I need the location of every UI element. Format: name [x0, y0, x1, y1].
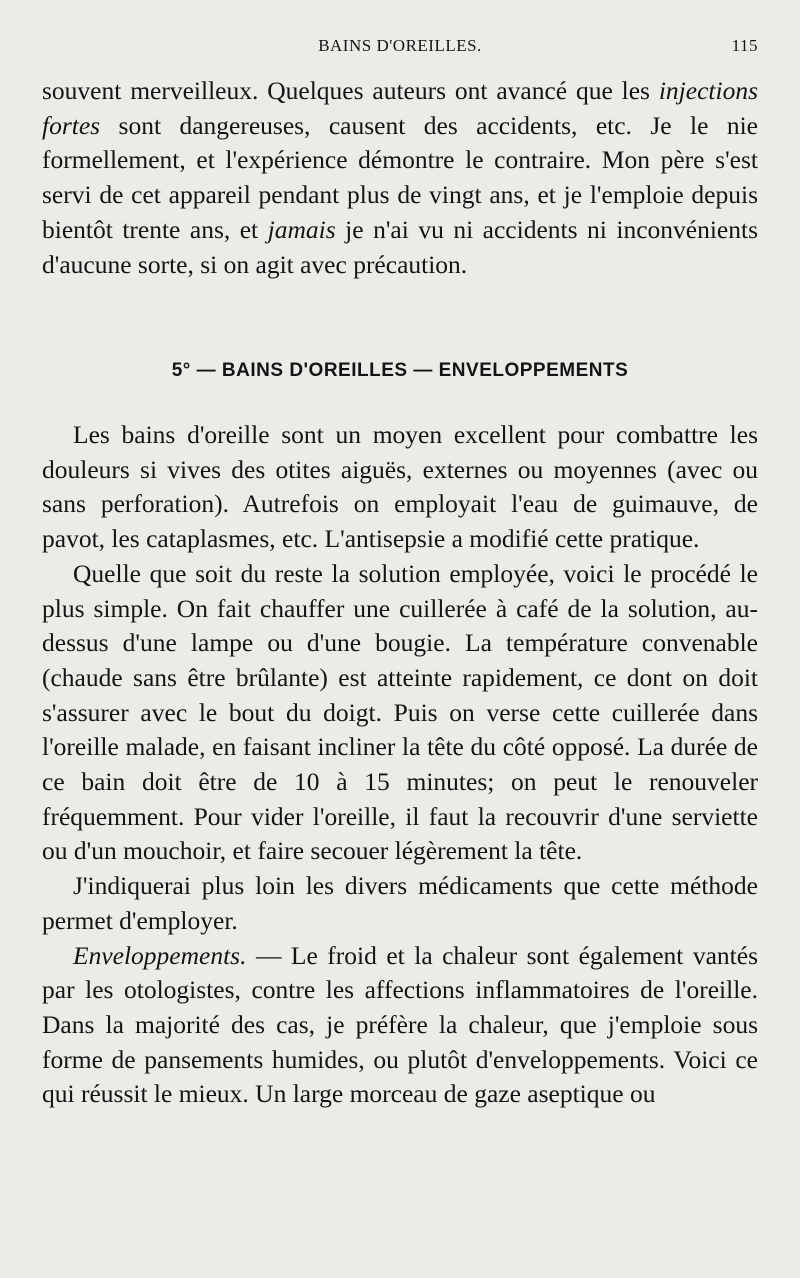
paragraph-enveloppements	[42, 939, 758, 1113]
intro-emphasis-1: injections fortes	[42, 76, 758, 140]
intro-text-part1: souvent merveilleux. Quelques auteurs ont avancé que les	[42, 76, 659, 105]
paragraph-bains: Les bains d'oreille sont un moyen excellent pour combattre les douleurs si vives des otites aiguës, externes ou moyennes (avec ou sans perforation). Autrefois on employait l'eau de guimauve, de pavot, les cataplasmes, etc. L'antisepsie a modifié cette pratique.	[42, 420, 758, 554]
running-title: BAINS D'OREILLES.	[318, 36, 482, 55]
section-text-block	[42, 418, 758, 1112]
running-head	[0, 36, 800, 60]
page-number: 115	[731, 36, 758, 55]
section-heading: 5° — BAINS D'OREILLES — ENVELOPPEMENTS	[171, 360, 629, 381]
paragraph-procede: Quelle que soit du reste la solution employée, voici le procédé le plus simple. On fait chauffer une cuillerée à café de la solution, au-dessus d'une lampe ou d'une bougie. La température convenable (chaude sans être brûlante) est atteinte rapidement, ce dont on doit s'assurer avec le bout du doigt. Puis on verse cette cuillerée dans l'oreille malade, en faisant incliner la tête du côté opposé. La durée de ce bain doit être de 10 à 15 minutes; on peut le renouveler fréquemment. Pour vider l'oreille, il faut la recouvrir d'une serviette ou d'un mouchoir, et faire secouer légèrement la tête.	[42, 558, 758, 866]
intro-text-part3: je n'ai vu ni accidents ni inconvénients d'aucune sorte, si on agit avec précaution.	[42, 214, 758, 279]
paragraph-medicaments: J'indiquerai plus loin les divers médicaments que cette méthode permet d'employer.	[42, 871, 758, 935]
intro-text-part2: sont dangereuses, causent des accidents, etc. Je le nie formellement, et l'expérience démontre le contraire. Mon père s'est servi de cet appareil pendant plus de vingt ans, et je l'emploie depuis bientôt trente ans, et	[42, 110, 758, 244]
intro-text-block	[42, 74, 758, 282]
enveloppements-emphasis: Enveloppements.	[73, 940, 247, 970]
intro-paragraph	[42, 74, 758, 282]
intro-emphasis-2: jamais	[267, 214, 336, 244]
enveloppements-text: — Le froid et la chaleur sont également vantés par les otologistes, contre les affections inflammatoires de l'oreille. Dans la majorité des cas, je préfère la chaleur, que j'emploie sous forme de pansements humides, ou plutôt d'enveloppements. Voici ce qui réussit le mieux. Un large morceau de gaze aseptique ou	[42, 940, 758, 1109]
